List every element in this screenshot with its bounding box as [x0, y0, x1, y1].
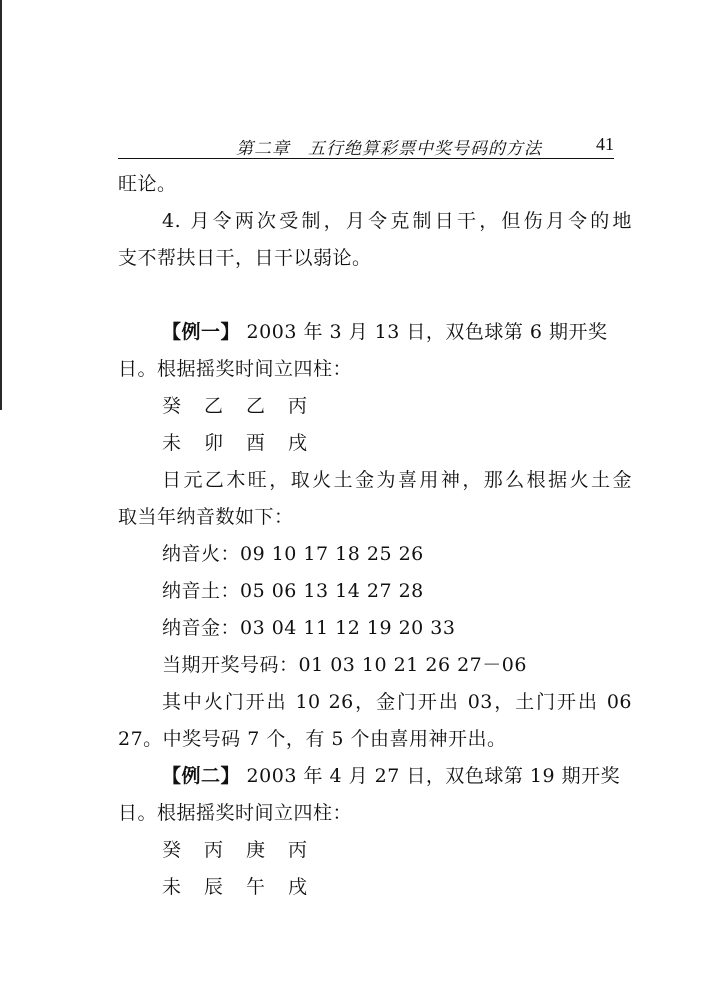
text-line: 日。根据摇奖时间立四柱： [118, 358, 353, 380]
example-one-text: 2003 年 3 月 13 日，双色球第 6 期开奖 [240, 321, 608, 343]
pillar-char: 丙 [288, 839, 308, 861]
page-number: 41 [596, 134, 614, 154]
pillar-char: 午 [246, 876, 266, 898]
page-header [118, 128, 614, 158]
example-two-pillars-top [118, 832, 632, 869]
pillar-char: 丙 [288, 395, 308, 417]
pillar-char: 庚 [246, 839, 266, 861]
example-one-pillars-bottom [118, 425, 632, 462]
example-one-label: 【例一】 [162, 321, 241, 343]
pillar-char: 辰 [204, 876, 224, 898]
text-line: 日元乙木旺，取火土金为喜用神，那么根据火土金 [162, 469, 632, 491]
paragraph-gap [118, 277, 632, 314]
pillar-char: 卯 [204, 432, 224, 454]
example-two-text: 2003 年 4 月 27 日，双色球第 19 期开奖 [240, 765, 621, 787]
header-rule [118, 158, 614, 159]
pillar-char: 乙 [204, 395, 224, 417]
pillar-char: 酉 [246, 432, 266, 454]
text-line: 支不帮扶日干，日干以弱论。 [118, 247, 372, 269]
text-line: 取当年纳音数如下： [118, 506, 294, 528]
text-line: 其中火门开出 10 26，金门开出 03，土门开出 06 [162, 691, 632, 713]
pillar-char: 戌 [288, 432, 308, 454]
pillar-char: 乙 [246, 395, 266, 417]
page-edge-line [0, 0, 2, 410]
example-two-label: 【例二】 [162, 765, 241, 787]
pillar-char: 丙 [204, 839, 224, 861]
example-one-pillars-top [118, 388, 632, 425]
nayin-earth-line: 纳音土：05 06 13 14 27 28 [162, 580, 424, 602]
pillar-char: 癸 [162, 395, 182, 417]
nayin-fire-line: 纳音火：09 10 17 18 25 26 [162, 543, 424, 565]
pillar-char: 未 [162, 876, 182, 898]
example-two-pillars-bottom [118, 869, 632, 906]
text-line: 27。中奖号码 7 个，有 5 个由喜用神开出。 [118, 728, 507, 750]
example-one-heading [118, 314, 632, 351]
pillar-char: 未 [162, 432, 182, 454]
draw-numbers-line: 当期开奖号码：01 03 10 21 26 27－06 [162, 654, 527, 676]
text-line: 旺论。 [118, 173, 177, 195]
text-line: 日。根据摇奖时间立四柱： [118, 802, 353, 824]
text-line: 4. 月令两次受制，月令克制日干，但伤月令的地 [162, 210, 632, 232]
chapter-title: 第二章 五行绝算彩票中奖号码的方法 [236, 139, 542, 159]
pillar-char: 戌 [288, 876, 308, 898]
page-body [118, 166, 632, 906]
example-two-heading [118, 758, 632, 795]
nayin-metal-line: 纳音金：03 04 11 12 19 20 33 [162, 617, 456, 639]
pillar-char: 癸 [162, 839, 182, 861]
